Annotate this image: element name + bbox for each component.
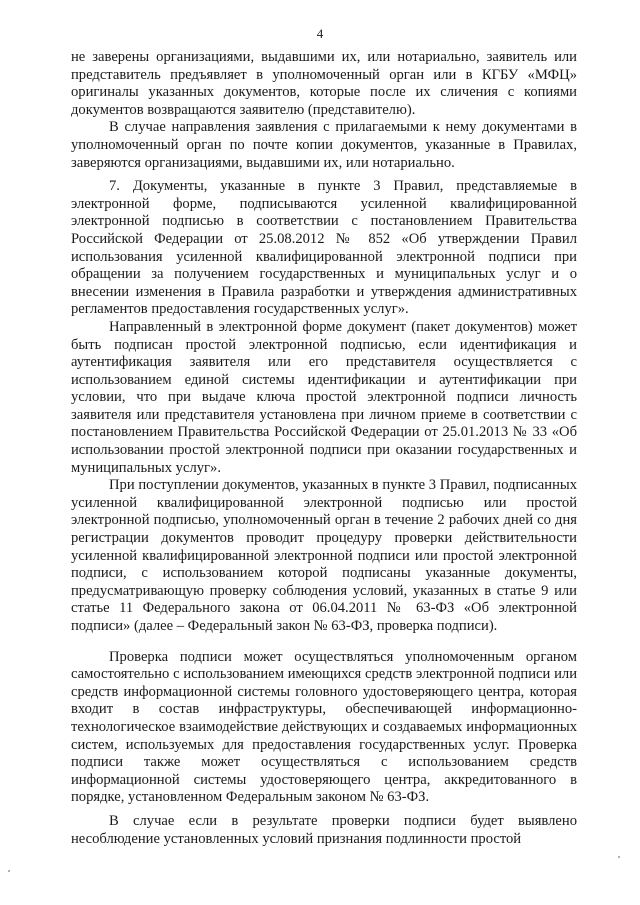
paragraph-postal-submission: В случае направления заявления с прилагаемыми к нему документами в уполномоченный орган по почте копии документов, указанные в Правилах, заверяются организациями, выдавшими их, или нотариально. bbox=[71, 119, 577, 171]
paragraph-item-7: 7. Документы, указанные в пункте 3 Правил, представляемые в электронной форме, подписываются усиленной квалифицированной электронной подписью в соответствии с постановлением Правительства Российской Федерации от 25.08.2012 № 852 «Об утверждении Правил использования усиленной квалифицированной электронной подписи при обращении за получением государственных и муниципальных услуг и о внесении изменения в Правила разработки и утверждения административных регламентов предоставления государственных услуг». bbox=[71, 178, 577, 318]
paragraph-signature-verification: При поступлении документов, указанных в пункте 3 Правил, подписанных усиленной квалифицированной электронной подписью или простой электронной подписью, уполномоченный орган в течение 2 рабочих дней со дня регистрации документов проводит процедуру проверки действительности усиленной квалифицированной электронной подписи или простой электронной подписи, с использованием которой подписаны указанные документы, предусматривающую проверку соблюдения условий, указанных в статье 9 или статье 11 Федерального закона от 06.04.2011 № 63-ФЗ «Об электронной подписи» (далее – Федеральный закон № 63-ФЗ, проверка подписи). bbox=[71, 477, 577, 634]
document-body bbox=[71, 49, 577, 848]
scan-artifact bbox=[8, 870, 10, 872]
paragraph-continuation: не заверены организациями, выдавшими их, или нотариально, заявитель или представитель предъявляет в уполномоченный орган или в КГБУ «МФЦ» оригиналы указанных документов, которые после их сличения с копиями документов возвращаются заявителю (представителю). bbox=[71, 49, 577, 118]
paragraph-verification-result: В случае если в результате проверки подписи будет выявлено несоблюдение установленных условий признания подлинности простой bbox=[71, 812, 577, 847]
scan-artifact bbox=[618, 856, 620, 858]
page-number: 4 bbox=[316, 26, 324, 41]
paragraph-verification-means: Проверка подписи может осуществляться уполномоченным органом самостоятельно с использованием имеющихся средств электронной подписи или средств информационной системы головного удостоверяющего центра, которая входит в состав инфраструктуры, обеспечивающей информационно-технологическое взаимодействие действующих и создаваемых информационных систем, используемых для предоставления государственных услуг. Проверка подписи также может осуществляться с использованием средств информационной системы удостоверяющего центра, аккредитованного в порядке, установленном Федеральным законом № 63-ФЗ. bbox=[71, 648, 577, 806]
paragraph-simple-signature: Направленный в электронной форме документ (пакет документов) может быть подписан простой электронной подписью, если идентификация и аутентификация заявителя или его представителя осуществляется с использованием единой системы идентификации и аутентификации при условии, что при выдаче ключа простой электронной подписи личность заявителя или представителя установлена при личном приеме в соответствии с постановлением Правительства Российской Федерации от 25.01.2013 № 33 «Об использовании простой электронной подписи при оказании государственных и муниципальных услуг». bbox=[71, 318, 577, 476]
